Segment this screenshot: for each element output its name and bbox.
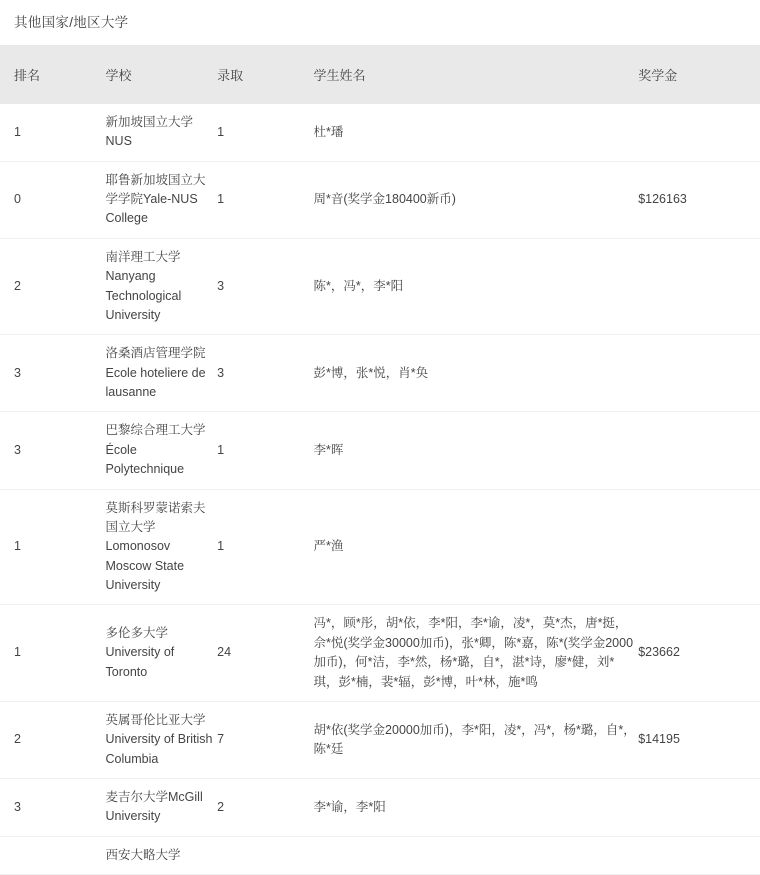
cell-admit: 1 — [217, 412, 313, 489]
cell-scholarship: $14195 — [638, 701, 760, 778]
cell-rank: 3 — [0, 412, 106, 489]
table-row — [0, 335, 760, 412]
cell-school: 洛桑酒店管理学院Ecole hoteliere de lausanne — [106, 335, 218, 412]
column-header-scholarship: 奖学金 — [638, 45, 760, 104]
cell-rank: 3 — [0, 779, 106, 837]
cell-school: 西安大略大学 — [106, 836, 218, 874]
table-body — [0, 104, 760, 875]
cell-scholarship: $23662 — [638, 605, 760, 702]
cell-scholarship — [638, 779, 760, 837]
cell-scholarship — [638, 836, 760, 874]
cell-rank: 2 — [0, 701, 106, 778]
table-row — [0, 605, 760, 702]
cell-students: 严*渔 — [314, 489, 639, 605]
cell-students: 周*音(奖学金180400新币) — [314, 161, 639, 238]
column-header-school: 学校 — [106, 45, 218, 104]
cell-school: 耶鲁新加坡国立大学学院Yale-NUS College — [106, 161, 218, 238]
cell-students: 李*晖 — [314, 412, 639, 489]
table-row — [0, 701, 760, 778]
cell-admit: 3 — [217, 335, 313, 412]
table-header — [0, 45, 760, 104]
table-row — [0, 161, 760, 238]
cell-school: 麦吉尔大学McGill University — [106, 779, 218, 837]
cell-students: 冯*，顾*彤，胡*依，李*阳，李*谕，凌*，莫*杰，唐*挺，佘*悦(奖学金30000加币)，张*卿，陈*嘉，陈*(奖学金2000加币)，何*洁，李*然，杨*璐，自*，湛*诗，廖*健，刘*琪，彭*楠，裴*辐，彭*博，叶*林，施*鸣 — [314, 605, 639, 702]
cell-admit: 24 — [217, 605, 313, 702]
cell-students: 胡*依(奖学金20000加币)，李*阳，凌*，冯*，杨*璐，自*，陈*廷 — [314, 701, 639, 778]
column-header-rank: 排名 — [0, 45, 106, 104]
cell-students: 彭*博，张*悦，肖*奂 — [314, 335, 639, 412]
table-row — [0, 779, 760, 837]
cell-school: 南洋理工大学Nanyang Technological University — [106, 238, 218, 335]
cell-admit: 7 — [217, 701, 313, 778]
cell-school: 多伦多大学University of Toronto — [106, 605, 218, 702]
cell-scholarship — [638, 412, 760, 489]
cell-school: 巴黎综合理工大学École Polytechnique — [106, 412, 218, 489]
cell-scholarship — [638, 104, 760, 161]
cell-rank: 0 — [0, 161, 106, 238]
cell-scholarship — [638, 489, 760, 605]
cell-school: 英属哥伦比亚大学University of British Columbia — [106, 701, 218, 778]
cell-students — [314, 836, 639, 874]
cell-admit: 3 — [217, 238, 313, 335]
table-row — [0, 238, 760, 335]
column-header-students: 学生姓名 — [314, 45, 639, 104]
cell-scholarship — [638, 335, 760, 412]
table-row — [0, 836, 760, 874]
cell-rank: 1 — [0, 605, 106, 702]
page-title: 其他国家/地区大学 — [14, 15, 129, 30]
cell-school: 新加坡国立大学NUS — [106, 104, 218, 161]
cell-students: 陈*，冯*，李*阳 — [314, 238, 639, 335]
cell-rank: 1 — [0, 489, 106, 605]
column-header-admit: 录取 — [217, 45, 313, 104]
cell-admit: 1 — [217, 161, 313, 238]
table-row — [0, 104, 760, 161]
cell-school: 莫斯科罗蒙诺索夫国立大学Lomonosov Moscow State University — [106, 489, 218, 605]
university-admissions-table — [0, 45, 760, 875]
cell-admit: 2 — [217, 779, 313, 837]
cell-admit — [217, 836, 313, 874]
table-row — [0, 489, 760, 605]
cell-students: 李*谕，李*阳 — [314, 779, 639, 837]
cell-rank: 1 — [0, 104, 106, 161]
cell-rank — [0, 836, 106, 874]
cell-scholarship — [638, 238, 760, 335]
table-header-row — [0, 45, 760, 104]
cell-admit: 1 — [217, 489, 313, 605]
cell-scholarship: $126163 — [638, 161, 760, 238]
cell-admit: 1 — [217, 104, 313, 161]
cell-students: 杜*璠 — [314, 104, 639, 161]
cell-rank: 2 — [0, 238, 106, 335]
cell-rank: 3 — [0, 335, 106, 412]
table-row — [0, 412, 760, 489]
